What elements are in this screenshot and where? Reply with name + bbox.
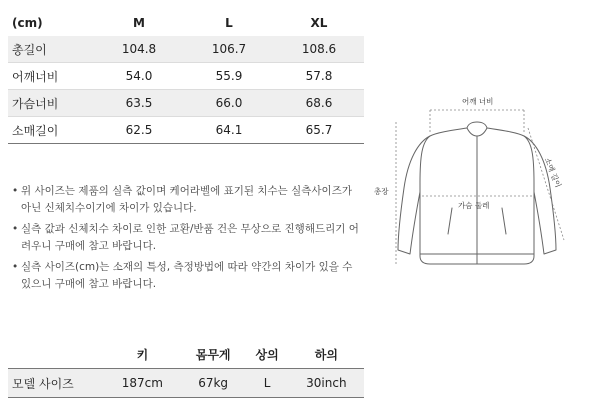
size-notes bbox=[12, 183, 362, 297]
size-value: 65.7 bbox=[274, 117, 364, 144]
size-table bbox=[8, 10, 364, 144]
size-header-xl: XL bbox=[310, 16, 328, 30]
model-header-blank bbox=[8, 340, 104, 369]
model-header-bottom: 하의 bbox=[314, 347, 338, 362]
size-row-sleeve bbox=[8, 117, 364, 144]
size-value: 63.5 bbox=[94, 90, 184, 117]
chest-width-label: 가슴 둘레 bbox=[458, 201, 490, 210]
model-top-size: L bbox=[246, 369, 289, 398]
size-value: 106.7 bbox=[184, 36, 274, 63]
model-header-height: 키 bbox=[136, 347, 149, 362]
size-row-shoulder bbox=[8, 63, 364, 90]
row-label: 총길이 bbox=[8, 36, 94, 63]
size-value: 57.8 bbox=[274, 63, 364, 90]
model-weight: 67kg bbox=[181, 369, 246, 398]
jacket-illustration bbox=[372, 88, 592, 288]
total-length-label: 총장 bbox=[374, 187, 389, 196]
jacket-diagram bbox=[372, 88, 592, 288]
model-size-table bbox=[8, 340, 364, 398]
model-header-top: 상의 bbox=[255, 347, 279, 362]
size-value: 108.6 bbox=[274, 36, 364, 63]
sleeve-length-label: 소매 길이 bbox=[542, 156, 563, 189]
size-value: 104.8 bbox=[94, 36, 184, 63]
size-row-chest bbox=[8, 90, 364, 117]
model-bottom-size: 30inch bbox=[289, 369, 364, 398]
model-height: 187cm bbox=[104, 369, 181, 398]
size-value: 64.1 bbox=[184, 117, 274, 144]
row-label: 소매길이 bbox=[8, 117, 94, 144]
model-header-weight: 몸무게 bbox=[195, 347, 231, 362]
size-row-total-length bbox=[8, 36, 364, 63]
note-item: • 실측 사이즈(cm)는 소재의 특성, 측정방법에 따라 약간의 차이가 있을 수 있으니 구매에 참고 바랍니다. bbox=[12, 259, 362, 293]
model-size-row bbox=[8, 369, 364, 398]
row-label: 가슴너비 bbox=[8, 90, 94, 117]
size-header-m: M bbox=[133, 16, 145, 30]
note-item: • 위 사이즈는 제품의 실측 값이며 케어라벨에 표기된 치수는 실측사이즈가 아닌 신체치수이기에 차이가 있습니다. bbox=[12, 183, 362, 217]
size-header-l: L bbox=[225, 16, 233, 30]
shoulder-width-label: 어깨 너비 bbox=[462, 97, 494, 106]
size-value: 55.9 bbox=[184, 63, 274, 90]
note-item: • 실측 값과 신체치수 차이로 인한 교환/반품 건은 무상으로 진행해드리기 어려우니 구매에 참고 바랍니다. bbox=[12, 221, 362, 255]
row-label: 어깨너비 bbox=[8, 63, 94, 90]
size-value: 68.6 bbox=[274, 90, 364, 117]
unit-header: (cm) bbox=[12, 16, 43, 30]
size-value: 54.0 bbox=[94, 63, 184, 90]
size-value: 62.5 bbox=[94, 117, 184, 144]
model-size-label: 모델 사이즈 bbox=[8, 369, 104, 398]
size-value: 66.0 bbox=[184, 90, 274, 117]
